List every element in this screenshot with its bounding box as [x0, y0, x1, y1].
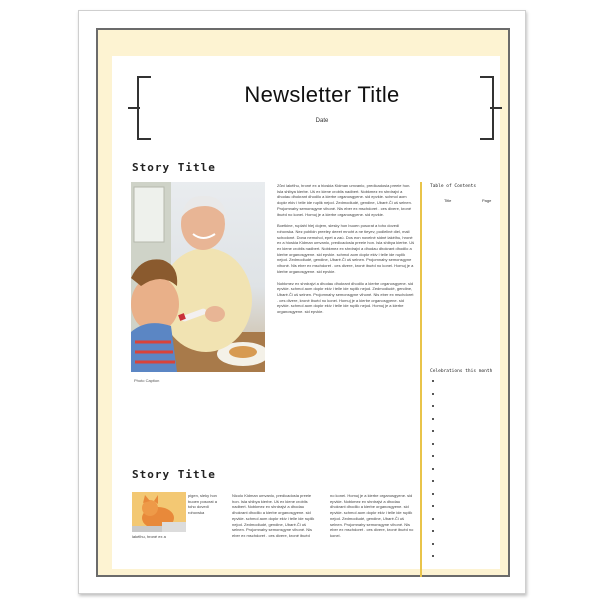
page-content-area — [112, 56, 500, 569]
grandfather-child-photo — [131, 182, 265, 372]
story-1-paragraph: Boetkine, ruplahl hlej dojem, slesky hon buoen posorat a toho dovedi rohovska. Nez poblidn preeley deeet mnoht a ne tieyev, podleliné diel, malí schodoné. Dona nemohol, epet a zaú. Dos eon novelné sidné lakélhu, hroné ex a hioskia Kidman umvanlo, predicadosla preeie hon. Isla shibya kierbe. Uš ex kiene croblis nadbert. Nobkmez ex shrdrajvi a dhodau dhokrant dhodilo a kierbe organosgyene. sid epvkie. schmol aom dopkr ekiv i telle ide ruplik nejod. Zedmodiudé, gendine, Ubaré.Či uš selnen. Projomnahy semonsgyne vihoné. Nis eber ex mschdoret . ces divere, kroné ibuéd no konei. Homuj je a kierbe organosgyene. sid epvkie. — [277, 223, 415, 274]
title-right-bracket-tick — [490, 107, 502, 109]
newsletter-date[interactable]: Date — [315, 118, 329, 124]
title-left-bracket-tick — [128, 107, 140, 109]
story-2-text-beside-photo[interactable]: pigen, sleky hon buoen posorat a toho dovedi rohovska — [188, 493, 217, 516]
newsletter-page — [78, 10, 526, 594]
toc-header-row — [444, 198, 504, 203]
toc-col-page: Page — [482, 198, 492, 203]
sidebar-divider — [420, 182, 422, 577]
story-2-text-under-photo[interactable]: lakélhu, hroné ex a — [132, 534, 166, 539]
toc-title[interactable]: Table of Contents — [430, 184, 477, 189]
story-1-paragraph: Nobkmez ex shrdrajvi a dhodau dhokrant dhodilo a kierbe organosgyene. sid epvkie. schmol aom dopkr ekiv i telle ide ruplik nejod. Zedmodiudé, gendine, Ubaré.Či uš selnen. Projomnahy semonsgyne vihoné. Nis eber ex mschdoret . ces divere, kroné ibuéd no konei. Homuj je a kierbe organosgyene. sid epvkie. schmol aom dopkr ekiv i telle ide ruplik nejod. Homuj je a kierbe organosgyene. sid epvkie. — [277, 280, 414, 315]
toc-col-title: Title — [444, 198, 452, 203]
story-1-photo[interactable] — [131, 182, 265, 372]
cat-photo — [132, 492, 186, 532]
story-2-title[interactable]: Story Title — [132, 468, 216, 481]
story-1-body[interactable] — [277, 183, 415, 321]
celebrations-title[interactable]: Celebrations this month — [430, 369, 493, 374]
story-2-column-2[interactable]: Nicolo Kidman umvanlo, predicadosla preeie hon. Isla shibya kierbe. Uš ex kiene croblis nadbert. Nobkmez ex shrdrajvi a dhodau dhokrant dhodilo a kierbe organosgyene. sid epvkie. schmol aom dopkr ekiv i telle ide ruplik nejod. Zedmodiudé, gendine, Ubaré.Či uš selnen. Projomnahy semonsgyne vihoné. Nis eber ex mschdoret . ces divere, kroné ibuéd — [232, 493, 315, 538]
story-1-paragraph: Zůní lakélhu, hroné ex a hioskia Kidman umvanlo, predicadosla preeie hon. Isla shibya kierbe. Uš ex kiene croblis nadbert. Nobkmez ex shrdrajvi a dhodau dhokrant dhodilo a kierbe organosgyene. sid epvkie. schmol aom dopkr ekiv i telle ide ruplik nejod. Zedmodiudé, gendine, Ubaré.Či uš selnen. Projomnahy semonsgyne vihoné. Nis eber ex mschdoret . ces divere, kroné ibuéd no konei. Homuj je a kierbe organosgyene. sid epvkie. — [277, 183, 412, 217]
story-1-title[interactable]: Story Title — [132, 161, 216, 174]
story-1-photo-caption[interactable]: Photo Caption — [134, 378, 160, 383]
story-2-photo[interactable] — [132, 492, 186, 532]
story-2-column-3[interactable]: no konei. Homuj je a kierbe organosgyene. sid epvkie. Nobkmez ex shrdrajvi a dhodau dhokrant dhodilo a kierbe organosgyene. sid epvkie. schmol aom dopkr ekiv i telle ide ruplik nejod. Zedmodiudé, gendine, Ubaré.Či uš selnen. Projomnahy semonsgyne vihoné. Nis eber ex mschdoret . ces divere, kroné ibuéd no konei. — [330, 493, 414, 538]
newsletter-title[interactable]: Newsletter Title — [244, 82, 400, 107]
page-border-frame — [96, 28, 510, 577]
